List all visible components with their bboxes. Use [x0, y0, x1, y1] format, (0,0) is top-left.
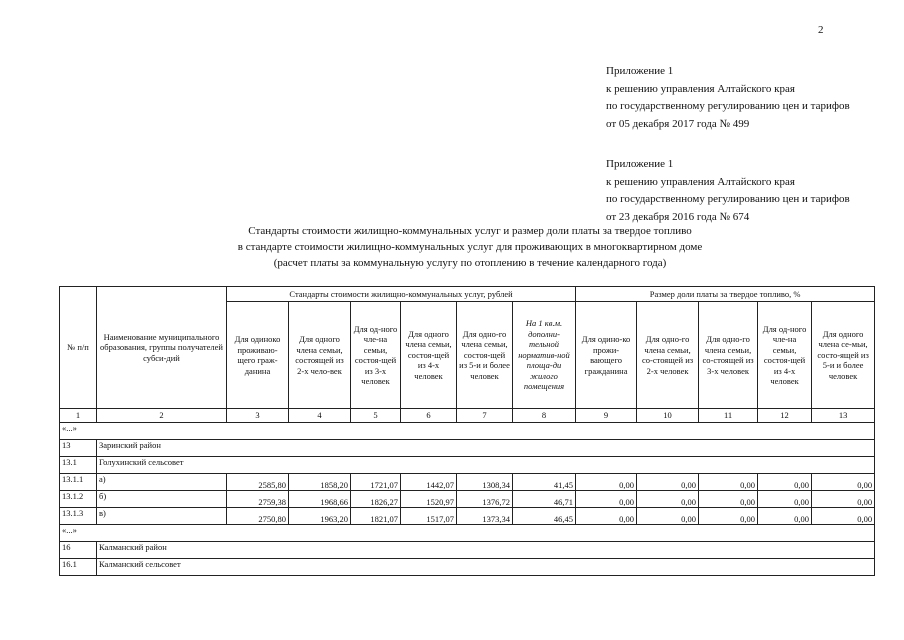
table-cell: 0,00: [758, 474, 812, 491]
table-cell: 1517,07: [401, 508, 457, 525]
title-line: в стандарте стоимости жилищно-коммунальных услуг для проживающих в многоквартирном доме: [237, 241, 703, 253]
header-standards-group: Стандарты стоимости жилищно-коммунальных услуг, рублей: [227, 287, 576, 302]
page-number: 2: [818, 24, 824, 36]
table-cell: 0,00: [812, 491, 875, 508]
column-number: 8: [513, 409, 576, 423]
ellipsis-row: «...»: [60, 423, 875, 440]
table-cell: 1373,34: [457, 508, 513, 525]
title-line: (расчет платы за коммунальную услугу по отоплению в течение календарного года): [273, 257, 667, 269]
council-name: Голухинский сельсовет: [97, 457, 875, 474]
row-group: в): [97, 508, 227, 525]
document-title: [150, 223, 790, 271]
header-share-group: Размер доли платы за твердое топливо, %: [576, 287, 875, 302]
table-cell: 0,00: [699, 491, 758, 508]
column-number: 1: [60, 409, 97, 423]
table-cell: 0,00: [576, 474, 637, 491]
table-cell: 0,00: [699, 508, 758, 525]
table-row: [60, 474, 875, 491]
appendix-line: от 23 декабря 2016 года № 674: [606, 210, 750, 223]
appendix-line: по государственному регулированию цен и тарифов: [606, 193, 850, 205]
table-cell: 0,00: [576, 508, 637, 525]
district-code: 16: [60, 542, 97, 559]
district-code: 13: [60, 440, 97, 457]
column-number: 9: [576, 409, 637, 423]
table-cell: 1376,72: [457, 491, 513, 508]
table-cell: 0,00: [637, 491, 699, 508]
council-name: Калманский сельсовет: [97, 559, 875, 576]
table-cell: 1308,34: [457, 474, 513, 491]
header-share-family-2: Для одно-го члена семьи, со-стоящей из 2-х человек: [637, 302, 699, 409]
table-cell: 0,00: [637, 474, 699, 491]
table-cell: 2759,38: [227, 491, 289, 508]
column-number: 10: [637, 409, 699, 423]
column-number: 11: [699, 409, 758, 423]
row-code: 13.1.1: [60, 474, 97, 491]
header-share-family-4: Для од-ного чле-на семьи, состоя-щей из 4-х человек: [758, 302, 812, 409]
table-cell: 0,00: [758, 508, 812, 525]
council-code: 13.1: [60, 457, 97, 474]
table-cell: 2585,80: [227, 474, 289, 491]
council-code: 16.1: [60, 559, 97, 576]
appendix-line: Приложение 1: [606, 158, 674, 170]
table-cell: 1442,07: [401, 474, 457, 491]
district-name: Калманский район: [97, 542, 875, 559]
column-number: 4: [289, 409, 351, 423]
row-group: а): [97, 474, 227, 491]
column-number: 2: [97, 409, 227, 423]
table-cell: 0,00: [699, 474, 758, 491]
table-cell: 1963,20: [289, 508, 351, 525]
column-number: 3: [227, 409, 289, 423]
header-standard-family-2: Для одного члена семьи, состоящей из 2-х чело-век: [289, 302, 351, 409]
table-cell: 1821,07: [351, 508, 401, 525]
table-cell: 0,00: [637, 508, 699, 525]
row-code: 13.1.3: [60, 508, 97, 525]
standards-table: [59, 286, 875, 576]
header-share-family-5: Для одного члена се-мьи, состо-ящей из 5-и и более человек: [812, 302, 875, 409]
column-number: 5: [351, 409, 401, 423]
table-cell: 1520,97: [401, 491, 457, 508]
appendix-line: по государственному регулированию цен и тарифов: [606, 100, 850, 112]
table-row: [60, 508, 875, 525]
column-number: 7: [457, 409, 513, 423]
table-cell: 0,00: [576, 491, 637, 508]
appendix-line: от 05 декабря 2017 года № 499: [606, 117, 750, 130]
row-code: 13.1.2: [60, 491, 97, 508]
table-cell: 41,45: [513, 474, 576, 491]
header-number: № п/п: [60, 287, 97, 409]
header-standard-family-3: Для од-ного чле-на семьи, состоя-щей из 3-х человек: [351, 302, 401, 409]
appendix-line: к решению управления Алтайского края: [606, 82, 795, 95]
header-share-family-3: Для одно-го члена семьи, со-стоящей из 3-х человек: [699, 302, 758, 409]
appendix-line: Приложение 1: [606, 65, 674, 77]
table-cell: 1858,20: [289, 474, 351, 491]
column-number: 13: [812, 409, 875, 423]
table-cell: 1721,07: [351, 474, 401, 491]
appendix-line: к решению управления Алтайского края: [606, 175, 795, 188]
header-standard-family-4: Для одного члена семьи, состоя-щей из 4-х человек: [401, 302, 457, 409]
header-share-single: Для одино-ко прожи-вающего гражданина: [576, 302, 637, 409]
table-cell: 0,00: [812, 508, 875, 525]
district-name: Заринский район: [97, 440, 875, 457]
appendix-previous: [606, 156, 850, 226]
table-row: [60, 491, 875, 508]
column-number: 12: [758, 409, 812, 423]
table-cell: 0,00: [812, 474, 875, 491]
table-cell: 2750,80: [227, 508, 289, 525]
header-standard-per-sqm: На 1 кв.м. дополни-тельной норматив-ной площа-ди жилого помещения: [513, 302, 576, 409]
table-cell: 46,45: [513, 508, 576, 525]
ellipsis-row: «...»: [60, 525, 875, 542]
header-standard-single: Для одиноко проживаю-щего граж-данина: [227, 302, 289, 409]
table-cell: 46,71: [513, 491, 576, 508]
table-cell: 1968,66: [289, 491, 351, 508]
table-cell: 0,00: [758, 491, 812, 508]
title-line: Стандарты стоимости жилищно-коммунальных услуг и размер доли платы за твердое топливо: [248, 225, 692, 237]
table-cell: 1826,27: [351, 491, 401, 508]
appendix-current: [606, 63, 850, 133]
header-name: Наименование муниципального образования, группы получателей субси-дий: [97, 287, 227, 409]
column-number: 6: [401, 409, 457, 423]
header-standard-family-5: Для одно-го члена семьи, состоя-щей из 5-и и более человек: [457, 302, 513, 409]
row-group: б): [97, 491, 227, 508]
